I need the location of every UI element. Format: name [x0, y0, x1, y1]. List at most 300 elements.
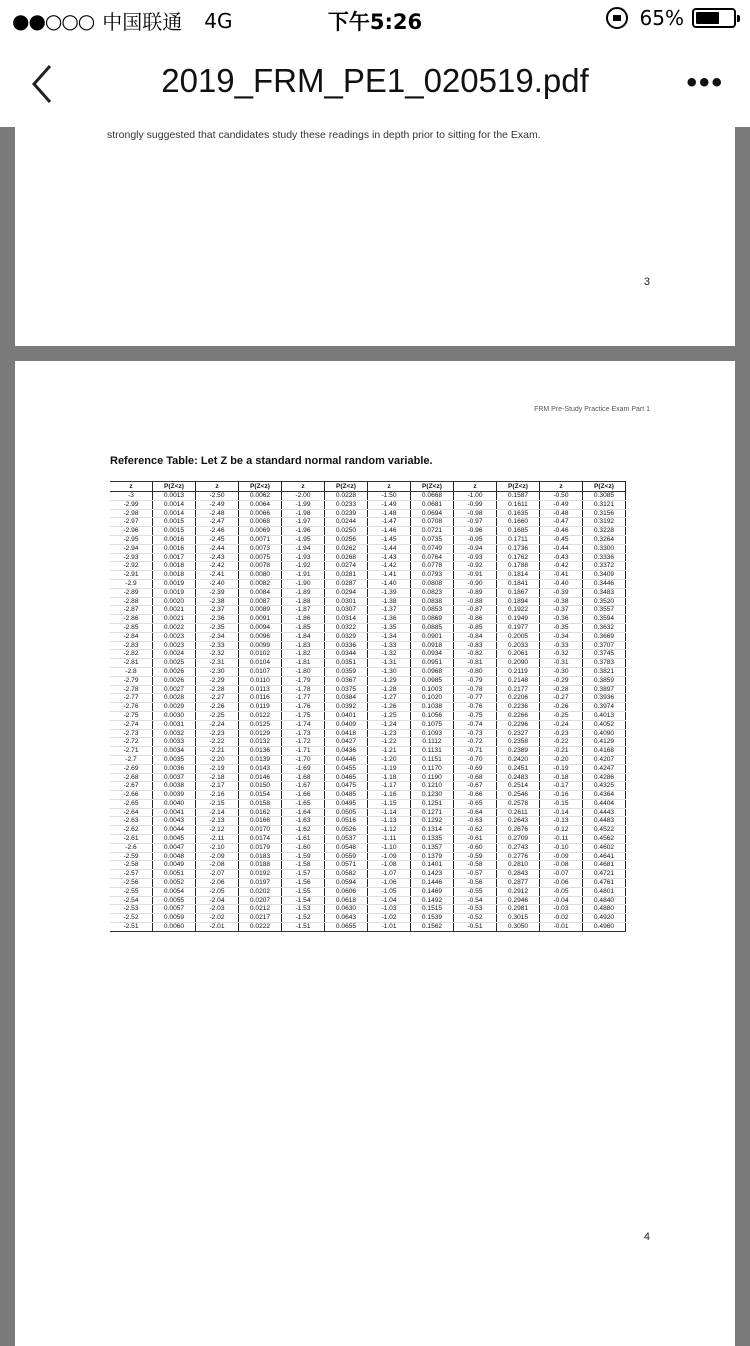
z-value-cell: -1.72	[282, 738, 325, 747]
table-row	[110, 571, 626, 580]
z-value-cell: -0.95	[454, 535, 497, 544]
probability-cell: 0.0037	[153, 773, 196, 782]
z-value-cell: -2.83	[110, 641, 153, 650]
probability-cell: 0.0322	[325, 623, 368, 632]
probability-cell: 0.0287	[325, 579, 368, 588]
probability-cell: 0.1539	[411, 914, 454, 923]
probability-cell: 0.0934	[411, 650, 454, 659]
probability-cell: 0.4443	[583, 808, 626, 817]
probability-cell: 0.0307	[325, 606, 368, 615]
z-value-cell: -2.46	[196, 527, 239, 536]
probability-cell: 0.4681	[583, 861, 626, 870]
z-value-cell: -1.86	[282, 615, 325, 624]
probability-cell: 0.2514	[497, 782, 540, 791]
z-value-cell: -0.17	[540, 782, 583, 791]
z-value-cell: -1.87	[282, 606, 325, 615]
probability-cell: 0.0119	[239, 703, 282, 712]
z-value-cell: -2.88	[110, 597, 153, 606]
probability-cell: 0.4840	[583, 896, 626, 905]
probability-cell: 0.1020	[411, 694, 454, 703]
z-value-cell: -2.7	[110, 755, 153, 764]
probability-cell: 0.0968	[411, 667, 454, 676]
table-row	[110, 826, 626, 835]
probability-cell: 0.0084	[239, 588, 282, 597]
probability-cell: 0.2643	[497, 817, 540, 826]
probability-cell: 0.2611	[497, 808, 540, 817]
z-value-cell: -2.91	[110, 571, 153, 580]
table-row	[110, 562, 626, 571]
probability-cell: 0.4880	[583, 905, 626, 914]
probability-cell: 0.1922	[497, 606, 540, 615]
table-row	[110, 791, 626, 800]
battery-fill	[696, 12, 719, 24]
probability-cell: 0.0250	[325, 527, 368, 536]
probability-cell: 0.0823	[411, 588, 454, 597]
z-value-cell: -0.82	[454, 650, 497, 659]
table-row	[110, 579, 626, 588]
z-value-cell: -2.63	[110, 817, 153, 826]
z-value-cell: -3	[110, 492, 153, 501]
probability-cell: 0.0064	[239, 500, 282, 509]
z-value-cell: -0.79	[454, 676, 497, 685]
table-row	[110, 650, 626, 659]
nav-bar	[0, 40, 750, 127]
probability-cell: 0.0055	[153, 896, 196, 905]
z-value-cell: -1.27	[368, 694, 411, 703]
z-value-cell: -0.04	[540, 896, 583, 905]
probability-cell: 0.1251	[411, 799, 454, 808]
probability-cell: 0.1190	[411, 773, 454, 782]
z-value-cell: -0.63	[454, 817, 497, 826]
z-value-cell: -1.39	[368, 588, 411, 597]
z-value-cell: -2.87	[110, 606, 153, 615]
probability-cell: 0.0197	[239, 879, 282, 888]
z-value-cell: -0.90	[454, 579, 497, 588]
z-value-cell: -2.66	[110, 791, 153, 800]
z-value-cell: -0.93	[454, 553, 497, 562]
column-header-p: P(Z<z)	[239, 482, 282, 492]
probability-cell: 0.4168	[583, 747, 626, 756]
z-value-cell: -1.59	[282, 852, 325, 861]
probability-cell: 0.2546	[497, 791, 540, 800]
probability-cell: 0.2451	[497, 764, 540, 773]
signal-strength-icon: ●●○○○	[12, 8, 95, 33]
table-row	[110, 914, 626, 923]
probability-cell: 0.3372	[583, 562, 626, 571]
z-value-cell: -0.91	[454, 571, 497, 580]
z-value-cell: -2.74	[110, 720, 153, 729]
table-row	[110, 641, 626, 650]
z-value-cell: -1.08	[368, 861, 411, 870]
probability-cell: 0.0062	[239, 492, 282, 501]
carrier-name: 中国联通	[102, 10, 183, 34]
status-time: 下午5:26	[327, 10, 423, 34]
z-value-cell: -2.05	[196, 887, 239, 896]
z-value-cell: -0.60	[454, 843, 497, 852]
z-value-cell: -2.49	[196, 500, 239, 509]
z-value-cell: -1.36	[368, 615, 411, 624]
probability-cell: 0.0051	[153, 870, 196, 879]
status-right	[606, 6, 736, 30]
z-value-cell: -0.84	[454, 632, 497, 641]
z-value-cell: -2.01	[196, 923, 239, 932]
probability-cell: 0.1446	[411, 879, 454, 888]
table-row	[110, 597, 626, 606]
column-header-z: z	[282, 482, 325, 492]
page-number: 4	[643, 1231, 650, 1243]
probability-cell: 0.0018	[153, 562, 196, 571]
z-value-cell: -2.15	[196, 799, 239, 808]
z-value-cell: -2.19	[196, 764, 239, 773]
probability-cell: 0.0885	[411, 623, 454, 632]
z-value-cell: -2.56	[110, 879, 153, 888]
z-value-cell: -0.16	[540, 791, 583, 800]
probability-cell: 0.2676	[497, 826, 540, 835]
probability-cell: 0.0019	[153, 588, 196, 597]
table-row	[110, 861, 626, 870]
probability-cell: 0.0764	[411, 553, 454, 562]
probability-cell: 0.3632	[583, 623, 626, 632]
z-value-cell: -0.73	[454, 729, 497, 738]
z-value-cell: -2.16	[196, 791, 239, 800]
probability-cell: 0.1271	[411, 808, 454, 817]
z-value-cell: -0.12	[540, 826, 583, 835]
z-value-cell: -0.29	[540, 676, 583, 685]
table-row	[110, 755, 626, 764]
z-value-cell: -1.28	[368, 685, 411, 694]
probability-cell: 0.4286	[583, 773, 626, 782]
table-row	[110, 870, 626, 879]
probability-cell: 0.0351	[325, 659, 368, 668]
z-value-cell: -0.51	[454, 923, 497, 932]
probability-cell: 0.0694	[411, 509, 454, 518]
column-header-p: P(Z<z)	[325, 482, 368, 492]
z-value-cell: -0.49	[540, 500, 583, 509]
z-value-cell: -0.24	[540, 720, 583, 729]
probability-cell: 0.4247	[583, 764, 626, 773]
z-value-cell: -2.54	[110, 896, 153, 905]
z-value-cell: -1.24	[368, 720, 411, 729]
z-value-cell: -1.60	[282, 843, 325, 852]
probability-cell: 0.0039	[153, 791, 196, 800]
z-value-cell: -0.94	[454, 544, 497, 553]
z-value-cell: -0.33	[540, 641, 583, 650]
probability-cell: 0.0681	[411, 500, 454, 509]
z-value-cell: -2.22	[196, 738, 239, 747]
z-value-cell: -1.79	[282, 676, 325, 685]
probability-cell: 0.1003	[411, 685, 454, 694]
probability-cell: 0.0107	[239, 667, 282, 676]
probability-cell: 0.1469	[411, 887, 454, 896]
probability-cell: 0.0036	[153, 764, 196, 773]
probability-cell: 0.3156	[583, 509, 626, 518]
z-value-cell: -2.14	[196, 808, 239, 817]
probability-cell: 0.0239	[325, 509, 368, 518]
probability-cell: 0.4721	[583, 870, 626, 879]
probability-cell: 0.0808	[411, 579, 454, 588]
z-value-cell: -1.66	[282, 791, 325, 800]
probability-cell: 0.0166	[239, 817, 282, 826]
z-value-cell: -1.48	[368, 509, 411, 518]
probability-cell: 0.0087	[239, 597, 282, 606]
probability-cell: 0.0027	[153, 685, 196, 694]
z-value-cell: -1.05	[368, 887, 411, 896]
probability-cell: 0.1949	[497, 615, 540, 624]
column-header-z: z	[196, 482, 239, 492]
probability-cell: 0.0129	[239, 729, 282, 738]
z-value-cell: -1.01	[368, 923, 411, 932]
z-value-cell: -1.57	[282, 870, 325, 879]
table-row	[110, 659, 626, 668]
z-value-cell: -0.01	[540, 923, 583, 932]
probability-cell: 0.0080	[239, 571, 282, 580]
z-value-cell: -1.71	[282, 747, 325, 756]
probability-cell: 0.0594	[325, 879, 368, 888]
z-value-cell: -2.67	[110, 782, 153, 791]
z-value-cell: -0.38	[540, 597, 583, 606]
probability-cell: 0.0418	[325, 729, 368, 738]
z-value-cell: -0.13	[540, 817, 583, 826]
probability-cell: 0.2743	[497, 843, 540, 852]
z-value-cell: -0.18	[540, 773, 583, 782]
probability-cell: 0.0606	[325, 887, 368, 896]
probability-cell: 0.0643	[325, 914, 368, 923]
probability-cell: 0.1112	[411, 738, 454, 747]
z-value-cell: -2.07	[196, 870, 239, 879]
z-value-cell: -1.81	[282, 659, 325, 668]
probability-cell: 0.3897	[583, 685, 626, 694]
z-value-cell: -1.77	[282, 694, 325, 703]
probability-cell: 0.4129	[583, 738, 626, 747]
probability-cell: 0.2266	[497, 711, 540, 720]
probability-cell: 0.4761	[583, 879, 626, 888]
probability-cell: 0.0125	[239, 720, 282, 729]
table-row	[110, 667, 626, 676]
z-value-cell: -2.97	[110, 518, 153, 527]
probability-cell: 0.4090	[583, 729, 626, 738]
probability-cell: 0.0793	[411, 571, 454, 580]
probability-cell: 0.3557	[583, 606, 626, 615]
probability-cell: 0.0048	[153, 852, 196, 861]
probability-cell: 0.0075	[239, 553, 282, 562]
table-row	[110, 923, 626, 932]
z-value-cell: -2.53	[110, 905, 153, 914]
probability-cell: 0.0089	[239, 606, 282, 615]
probability-cell: 0.0436	[325, 747, 368, 756]
probability-cell: 0.0038	[153, 782, 196, 791]
probability-cell: 0.0060	[153, 923, 196, 932]
z-value-cell: -1.56	[282, 879, 325, 888]
z-value-cell: -2.62	[110, 826, 153, 835]
page-number: 3	[643, 276, 650, 288]
table-row	[110, 615, 626, 624]
probability-cell: 0.0630	[325, 905, 368, 914]
probability-cell: 0.4483	[583, 817, 626, 826]
table-row	[110, 773, 626, 782]
table-row	[110, 509, 626, 518]
probability-cell: 0.0052	[153, 879, 196, 888]
z-value-cell: -1.69	[282, 764, 325, 773]
z-value-cell: -0.32	[540, 650, 583, 659]
probability-cell: 0.3974	[583, 703, 626, 712]
z-value-cell: -1.54	[282, 896, 325, 905]
z-value-cell: -1.98	[282, 509, 325, 518]
probability-cell: 0.4801	[583, 887, 626, 896]
z-value-cell: -1.90	[282, 579, 325, 588]
z-value-cell: -1.18	[368, 773, 411, 782]
z-value-cell: -2.77	[110, 694, 153, 703]
probability-cell: 0.2420	[497, 755, 540, 764]
probability-cell: 0.0516	[325, 817, 368, 826]
probability-cell: 0.3520	[583, 597, 626, 606]
probability-cell: 0.1841	[497, 579, 540, 588]
z-value-cell: -1.96	[282, 527, 325, 536]
z-value-cell: -1.37	[368, 606, 411, 615]
probability-cell: 0.0455	[325, 764, 368, 773]
z-value-cell: -1.43	[368, 553, 411, 562]
probability-cell: 0.0401	[325, 711, 368, 720]
probability-cell: 0.0314	[325, 615, 368, 624]
probability-cell: 0.0207	[239, 896, 282, 905]
z-value-cell: -1.85	[282, 623, 325, 632]
z-value-cell: -1.99	[282, 500, 325, 509]
probability-cell: 0.0668	[411, 492, 454, 501]
probability-cell: 0.1038	[411, 703, 454, 712]
probability-cell: 0.0559	[325, 852, 368, 861]
table-caption: Reference Table: Let Z be a standard normal random variable.	[110, 455, 433, 467]
table-row	[110, 782, 626, 791]
z-value-cell: -1.47	[368, 518, 411, 527]
probability-cell: 0.0026	[153, 676, 196, 685]
z-value-cell: -1.68	[282, 773, 325, 782]
probability-cell: 0.4325	[583, 782, 626, 791]
z-value-cell: -0.78	[454, 685, 497, 694]
probability-cell: 0.3859	[583, 676, 626, 685]
probability-cell: 0.1867	[497, 588, 540, 597]
z-value-cell: -1.06	[368, 879, 411, 888]
z-value-cell: -1.70	[282, 755, 325, 764]
z-value-cell: -1.34	[368, 632, 411, 641]
z-value-cell: -1.14	[368, 808, 411, 817]
z-value-cell: -2.35	[196, 623, 239, 632]
z-value-cell: -1.64	[282, 808, 325, 817]
probability-cell: 0.0294	[325, 588, 368, 597]
z-value-cell: -2.99	[110, 500, 153, 509]
more-dots-icon[interactable]: •••	[686, 66, 724, 99]
probability-cell: 0.0021	[153, 606, 196, 615]
probability-cell: 0.0505	[325, 808, 368, 817]
z-value-cell: -0.11	[540, 835, 583, 844]
probability-cell: 0.0021	[153, 615, 196, 624]
z-value-cell: -1.78	[282, 685, 325, 694]
probability-cell: 0.3821	[583, 667, 626, 676]
probability-cell: 0.0571	[325, 861, 368, 870]
probability-cell: 0.1401	[411, 861, 454, 870]
probability-cell: 0.3015	[497, 914, 540, 923]
z-value-cell: -0.65	[454, 799, 497, 808]
z-value-cell: -2.58	[110, 861, 153, 870]
probability-cell: 0.0020	[153, 597, 196, 606]
z-value-cell: -1.94	[282, 544, 325, 553]
probability-cell: 0.0262	[325, 544, 368, 553]
z-value-cell: -1.09	[368, 852, 411, 861]
probability-cell: 0.1977	[497, 623, 540, 632]
z-value-cell: -2.79	[110, 676, 153, 685]
z-value-cell: -2.85	[110, 623, 153, 632]
z-value-cell: -2.13	[196, 817, 239, 826]
probability-cell: 0.3446	[583, 579, 626, 588]
z-value-cell: -0.30	[540, 667, 583, 676]
z-value-cell: -1.21	[368, 747, 411, 756]
z-value-cell: -0.05	[540, 887, 583, 896]
probability-cell: 0.0040	[153, 799, 196, 808]
z-value-cell: -2.27	[196, 694, 239, 703]
z-value-cell: -1.92	[282, 562, 325, 571]
probability-cell: 0.0059	[153, 914, 196, 923]
probability-cell: 0.0045	[153, 835, 196, 844]
z-value-cell: -0.88	[454, 597, 497, 606]
z-value-cell: -1.10	[368, 843, 411, 852]
column-header-z: z	[368, 482, 411, 492]
probability-cell: 0.1093	[411, 729, 454, 738]
probability-cell: 0.0028	[153, 694, 196, 703]
column-header-z: z	[454, 482, 497, 492]
probability-cell: 0.1335	[411, 835, 454, 844]
probability-cell: 0.1357	[411, 843, 454, 852]
z-value-cell: -0.40	[540, 579, 583, 588]
z-value-cell: -1.40	[368, 579, 411, 588]
column-header-p: P(Z<z)	[583, 482, 626, 492]
probability-cell: 0.1151	[411, 755, 454, 764]
probability-cell: 0.0116	[239, 694, 282, 703]
table-row	[110, 711, 626, 720]
probability-cell: 0.4602	[583, 843, 626, 852]
z-value-cell: -2.41	[196, 571, 239, 580]
z-value-cell: -0.76	[454, 703, 497, 712]
z-value-cell: -2.20	[196, 755, 239, 764]
probability-cell: 0.0035	[153, 755, 196, 764]
z-value-cell: -0.87	[454, 606, 497, 615]
probability-cell: 0.2776	[497, 852, 540, 861]
probability-cell: 0.2877	[497, 879, 540, 888]
probability-cell: 0.3936	[583, 694, 626, 703]
probability-cell: 0.2206	[497, 694, 540, 703]
z-value-cell: -0.46	[540, 527, 583, 536]
probability-cell: 0.0066	[239, 509, 282, 518]
z-value-cell: -2.47	[196, 518, 239, 527]
table-row	[110, 764, 626, 773]
z-value-cell: -1.16	[368, 791, 411, 800]
z-value-cell: -1.95	[282, 535, 325, 544]
probability-cell: 0.2912	[497, 887, 540, 896]
probability-cell: 0.0301	[325, 597, 368, 606]
z-value-cell: -2.21	[196, 747, 239, 756]
z-value-cell: -1.65	[282, 799, 325, 808]
z-value-cell: -0.44	[540, 544, 583, 553]
table-row	[110, 623, 626, 632]
probability-cell: 0.0375	[325, 685, 368, 694]
z-value-cell: -1.12	[368, 826, 411, 835]
probability-cell: 0.0838	[411, 597, 454, 606]
probability-cell: 0.1635	[497, 509, 540, 518]
z-value-cell: -1.07	[368, 870, 411, 879]
z-value-cell: -2.02	[196, 914, 239, 923]
z-value-cell: -1.46	[368, 527, 411, 536]
z-value-cell: -0.69	[454, 764, 497, 773]
z-value-cell: -0.74	[454, 720, 497, 729]
z-value-cell: -0.81	[454, 659, 497, 668]
z-value-cell: -1.29	[368, 676, 411, 685]
